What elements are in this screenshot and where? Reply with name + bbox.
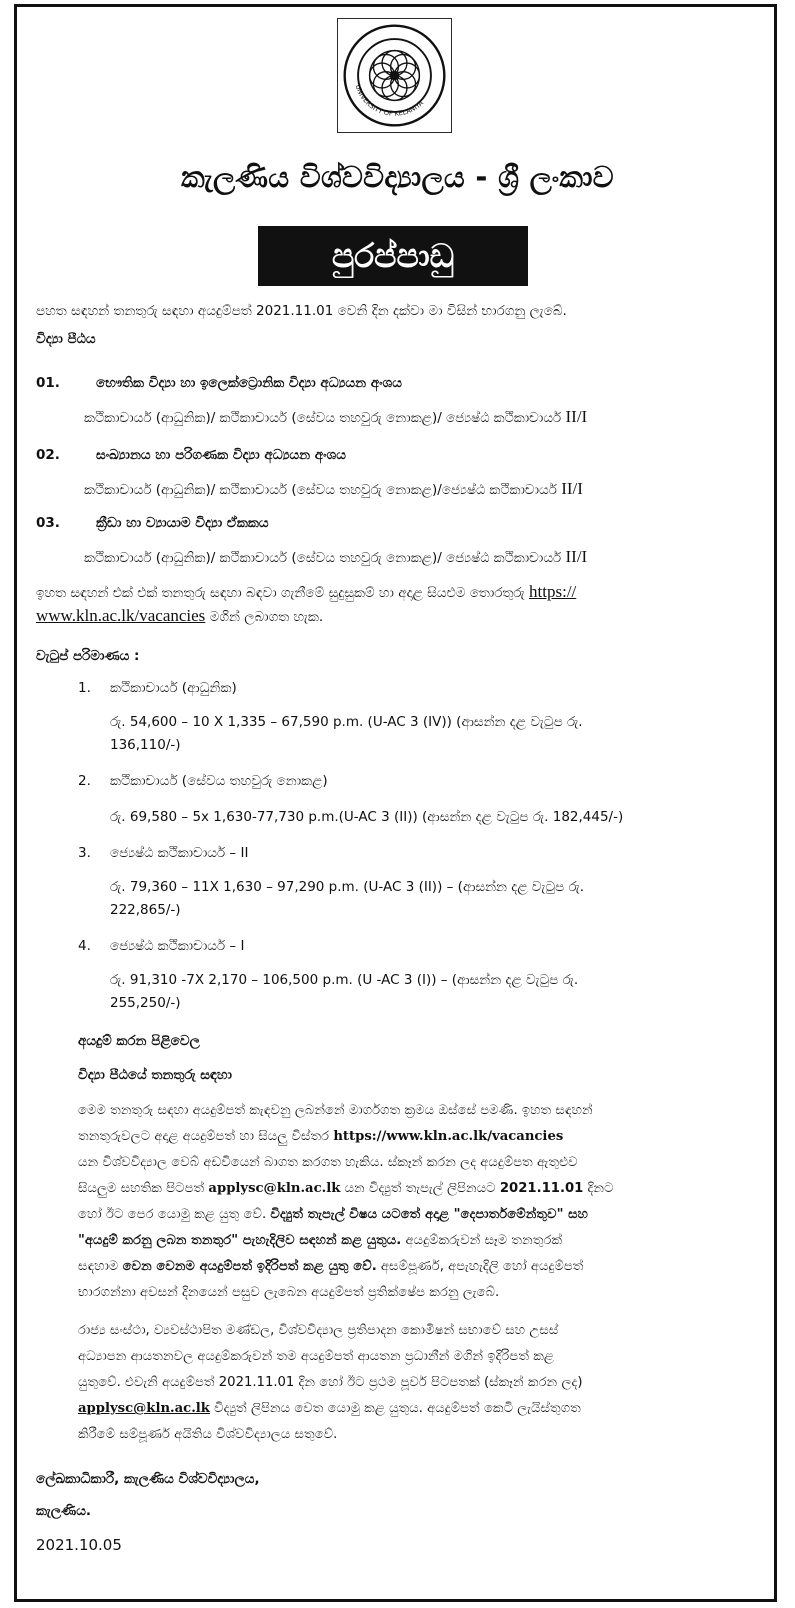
email-link[interactable]: applysc@kln.ac.lk (208, 1181, 341, 1196)
signature-date: 2021.10.05 (36, 1536, 122, 1554)
deadline-date: 2021.11.01 (499, 1181, 584, 1196)
dept-posts: කථිකාචාර්ය (ආධුනික)/ කථිකාචාර්ය (සේවය තහවුරු නොකළ)/ ජ්‍යෙෂ්ඨ කථිකාචාර්ය II/I (84, 547, 588, 566)
salary-scale: 222,865/-) (110, 902, 181, 918)
dept-name: සංඛ්‍යානය හා පරිගණක විද්‍යා අධ්‍යයන අංශය (96, 447, 346, 463)
dept-posts: කථිකාචාර්ය (ආධුනික)/ කථිකාචාර්ය (සේවය තහවුරු නොකළ)/ජ්‍යෙෂ්ඨ කථිකාචාර්ය II/I (84, 479, 583, 498)
vacancies-banner: පුරප්පාඩු (258, 226, 528, 286)
procedure-paragraph: මෙම තනතුරු සඳහා අයදුම්පත් කැඳවනු ලබන්නේ මාර්ගගත ක්‍රමය ඔස්සේ පමණි. ඉහත සඳහන් තනතුරුවලට අදාළ අයදුම්පත් හා සියලු විස්තර https://www.kln.ac.lk/vacancies යන විශ්වවිද්‍යාල වෙබ් අඩවියෙන් බාගත කරගත හැකිය. ස්කෑන් කරන ලද අයදුම්පත ඇතුළුව සියලුම සහතික පිටපත් applysc@kln.ac.lk යන විද්‍යුත් තැපැල් ලිපිනයට 2021.11.01 දිනට හෝ ඊට පෙර යොමු කළ යුතු වේ. විද්‍යුත් තැපැල් විෂය යටතේ අදාළ "දෙපාර්තමේන්තුව" සහ "අයදුම් කරනු ලබන තනතුර" පැහැදිලිව සඳහන් කළ යුතුය. අයදුම්කරුවන් සෑම තනතුරක් සඳහාම වෙන වෙනම අයදුම්පත් ඉදිරිපත් කළ යුතු වේ. අසම්පූර්ණ, අපැහැදිලි හෝ අයදුම්පත් භාරගන්නා අවසන් දිනයෙන් පසුව ලැබෙන අයදුම්පත් ප්‍රතික්ෂේප කරනු ලැබේ. (78, 1103, 614, 1300)
salary-heading: වැටුප් පරිමාණය : (36, 648, 140, 664)
salary-post: ජ්‍යෙෂ්ඨ කථිකාචාර්ය – I (110, 938, 245, 954)
faculty-heading: විද්‍යා පීඨය (36, 331, 96, 347)
salary-post: කථිකාචාර්ය (සේවය තහවුරු නොකළ) (110, 773, 328, 789)
svg-text:UNIVERSITY OF KELANIYA: UNIVERSITY OF KELANIYA (353, 83, 425, 118)
salary-scale: රු. 69,580 – 5x 1,630-77,730 p.m.(U-AC 3 (II)) (ආසන්න දළ වැටුප රු. 182,445/-) (110, 809, 624, 825)
vacancies-url[interactable]: https://www.kln.ac.lk/vacancies (333, 1129, 564, 1144)
procedure-subheading: විද්‍යා පීඨයේ තනතුරු සඳහා (78, 1067, 232, 1083)
email-link[interactable]: applysc@kln.ac.lk (78, 1401, 210, 1416)
dept-name: ක්‍රීඩා හා ව්‍යායාම විද්‍යා ඒකකය (96, 515, 269, 531)
dept-posts: කථිකාචාර්ය (ආධුනික)/ කථිකාචාර්ය (සේවය තහවුරු නොකළ)/ ජ්‍යෙෂ්ඨ කථිකාචාර්ය II/I (84, 407, 588, 426)
info-text: ඉහත සඳහන් එක් එක් තනතුරු සඳහා බඳවා ගැනීමේ සුදුසුකම් හා අදාළ සියළුම තොරතුරු https:// (36, 582, 577, 601)
salary-scale: රු. 54,600 – 10 X 1,335 – 67,590 p.m. (U-AC 3 (IV)) (ආසන්න දළ වැටුප රු. (110, 714, 583, 730)
salary-post: කථිකාචාර්ය (ආධුනික) (110, 680, 237, 696)
signature-title: ලේඛකාධිකාරී, කැලණිය විශ්වවිද්‍යාලය, (36, 1471, 260, 1487)
intro-text: පහත සඳහන් තනතුරු සඳහා අයදුම්පත් 2021.11.01 වෙනි දින දක්වා මා විසින් භාරගනු ලැබේ. (36, 303, 567, 319)
salary-scale: රු. 91,310 -7X 2,170 – 106,500 p.m. (U -AC 3 (I)) – (ආසන්න දළ වැටුප රු. (110, 972, 579, 988)
page-title: කැලණිය විශ්වවිද්‍යාලය - ශ්‍රී ලංකාව (181, 160, 614, 194)
salary-number: 4. (78, 938, 91, 954)
dept-name: භෞතික විද්‍යා හා ඉලෙක්ට්‍රොනික විද්‍යා අධ්‍යයන අංශය (96, 375, 402, 391)
dept-number: 02. (36, 447, 60, 463)
salary-scale: 136,110/-) (110, 737, 181, 753)
vacancies-link[interactable]: www.kln.ac.lk/vacancies (36, 606, 206, 625)
salary-scale: රු. 79,360 – 11X 1,630 – 97,290 p.m. (U-AC 3 (II)) – (ආසන්න දළ වැටුප රු. (110, 879, 585, 895)
state-applicants-paragraph: රාජ්‍ය සංස්ථා, ව්‍යවස්ථාපිත මණ්ඩල, විශ්වවිද්‍යාල ප්‍රතිපාදන කොමිෂන් සභාවේ සහ උසස් අධ්‍යාපන ආයතනවල අයදුම්කරුවන් තම අයදුම්පත් ආයතන ප්‍රධානීන් මගින් ඉදිරිපත් කළ යුතුවේ. එවැනි අයදුම්පත් 2021.11.01 දින හෝ ඊට ප්‍රථම පූර්ව පිටපතක් (ස්කෑන් කරන ලද) applysc@kln.ac.lk විද්‍යුත් ලිපිනය වෙත යොමු කළ යුතුය. අයදුම්පත් කෙටි ලැයිස්තුගත කිරීමේ සම්පූර්ණ අයිතිය විශ්වවිද්‍යාලය සතුවේ. (78, 1323, 583, 1442)
salary-number: 3. (78, 845, 91, 861)
dept-number: 03. (36, 515, 60, 531)
vacancies-link[interactable]: https:// (529, 582, 577, 601)
salary-post: ජ්‍යෙෂ්ඨ කථිකාචාර්ය – II (110, 845, 249, 861)
salary-number: 2. (78, 773, 91, 789)
salary-scale: 255,250/-) (110, 995, 181, 1011)
university-seal-logo (337, 18, 452, 133)
info-text: www.kln.ac.lk/vacancies මගින් ලබාගත හැක. (36, 606, 324, 625)
signature-place: කැලණිය. (36, 1503, 92, 1519)
procedure-heading: අයදුම් කරන පිළිවෙල (78, 1033, 200, 1049)
dept-number: 01. (36, 375, 60, 391)
salary-number: 1. (78, 680, 91, 696)
